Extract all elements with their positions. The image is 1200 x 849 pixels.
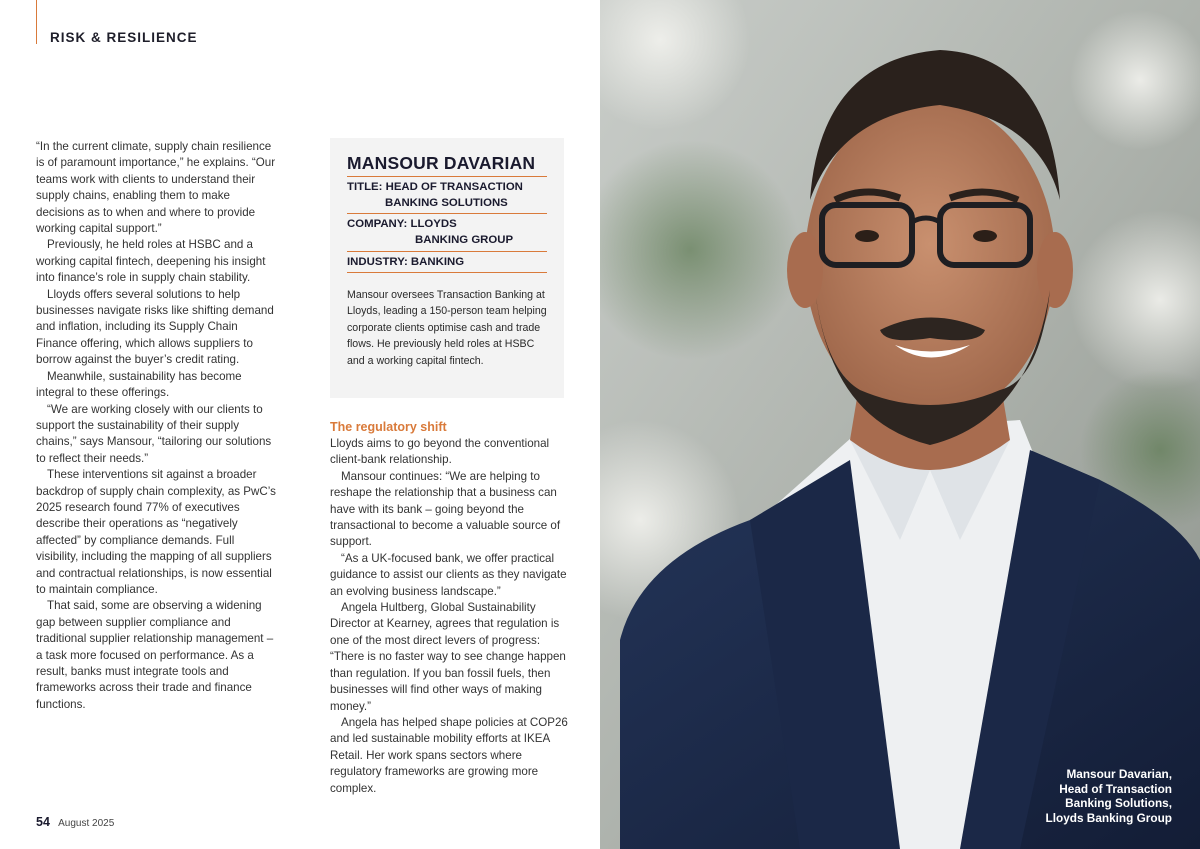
photo-caption bbox=[1046, 767, 1173, 825]
article-column-2 bbox=[330, 419, 570, 797]
divider bbox=[347, 251, 547, 252]
profile-title-line2: BANKING SOLUTIONS bbox=[385, 197, 508, 209]
caption-line: Mansour Davarian, bbox=[1066, 767, 1172, 781]
paragraph: Lloyds offers several solutions to help businesses navigate risks like shifting demand and inflation, including its Supply Chain Finance offering, which allows suppliers to borrow against the buyer’s credit rating. bbox=[36, 287, 274, 367]
section-label: RISK & RESILIENCE bbox=[50, 30, 198, 45]
paragraph: That said, some are observing a widening gap between supplier compliance and traditional supplier relationship management – a task more focused on performance. As a result, banks must integrate tools and frameworks across their trade and finance functions. bbox=[36, 599, 274, 711]
portrait-photo bbox=[600, 0, 1200, 849]
accent-rule bbox=[36, 0, 37, 44]
profile-industry: INDUSTRY: BANKING bbox=[347, 256, 465, 268]
paragraph: “We are working closely with our clients to support the sustainability of their supply chains,” says Mansour, “tailoring our solutions to reflect their needs.” bbox=[36, 402, 272, 465]
subheading: The regulatory shift bbox=[330, 420, 447, 434]
profile-title-line1: TITLE: HEAD OF TRANSACTION bbox=[347, 181, 523, 193]
paragraph: “As a UK-focused bank, we offer practical guidance to assist our clients as they navigate an evolving business landscape.” bbox=[330, 551, 567, 598]
divider bbox=[347, 176, 547, 177]
divider bbox=[347, 272, 547, 273]
paragraph: Angela Hultberg, Global Sustainability Director at Kearney, agrees that regulation is one of the most direct levers of progress: “There is no faster way to see change happen than regulation. If you ban fossil fuels, then businesses will find other ways of making money.” bbox=[330, 601, 566, 713]
paragraph: Angela has helped shape policies at COP26 and led sustainable mobility efforts at IKEA Retail. Her work spans sectors where regulatory frameworks are growing more complex. bbox=[330, 715, 568, 795]
issue-date: August 2025 bbox=[58, 818, 115, 829]
page-footer bbox=[36, 815, 114, 829]
profile-box bbox=[330, 138, 564, 398]
profile-title bbox=[347, 179, 547, 211]
profile-bio: Mansour oversees Transaction Banking at Lloyds, leading a 150-person team helping corporate clients optimise cash and trade flows. He previously held roles at HSBC and a working capital fintech. bbox=[347, 289, 547, 367]
paragraph: These interventions sit against a broader backdrop of supply chain complexity, as PwC’s 2025 research found 77% of executives describe their operations as “negatively affected” by compliance demands. Full visibility, including the mapping of all suppliers and contractual relationships, is now essential to maintain compliance. bbox=[36, 468, 276, 596]
portrait-illustration bbox=[600, 0, 1200, 849]
profile-company-line2: BANKING GROUP bbox=[415, 234, 514, 246]
paragraph: Lloyds aims to go beyond the conventional client-bank relationship. bbox=[330, 437, 550, 467]
profile-name: MANSOUR DAVARIAN bbox=[347, 153, 536, 173]
caption-line: Lloyds Banking Group bbox=[1045, 810, 1172, 825]
divider bbox=[347, 213, 547, 214]
paragraph: Previously, he held roles at HSBC and a working capital fintech, deepening his insight into finance’s role in supply chain stability. bbox=[36, 238, 266, 285]
profile-company bbox=[347, 216, 547, 248]
paragraph: Meanwhile, sustainability has become integral to these offerings. bbox=[36, 369, 242, 400]
article-column-1 bbox=[36, 139, 276, 713]
profile-company-line1: COMPANY: LLOYDS bbox=[347, 218, 457, 230]
caption-line: Head of Transaction bbox=[1059, 781, 1172, 796]
caption-line: Banking Solutions, bbox=[1065, 796, 1172, 810]
page-number: 54 bbox=[36, 815, 50, 829]
paragraph: Mansour continues: “We are helping to reshape the relationship that a business can have with its bank – going beyond the transactional to become a valuable source of support. bbox=[330, 469, 561, 549]
paragraph: “In the current climate, supply chain resilience is of paramount importance,” he explains. “Our teams work with clients to understand their supply chains, enabling them to make decisions as to when and where to provide working capital support.” bbox=[36, 140, 276, 236]
